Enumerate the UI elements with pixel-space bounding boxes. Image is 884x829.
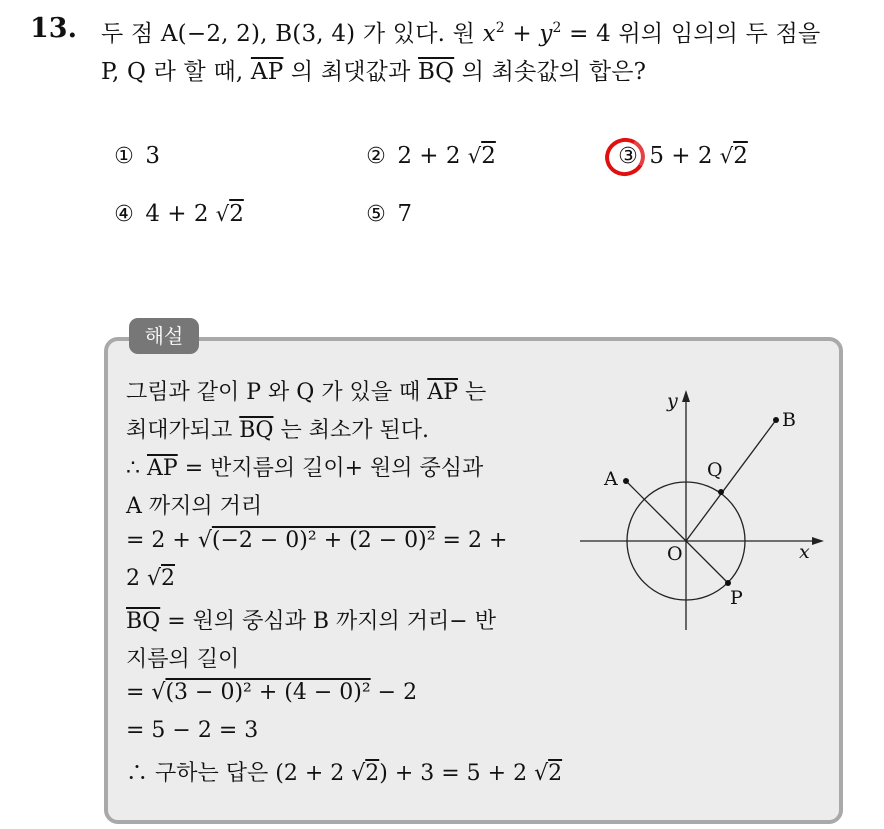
choice-2-mark: ②: [366, 144, 386, 169]
answer-circle-mark: [601, 133, 649, 180]
solution-line-10: = 5 − 2 = 3: [126, 718, 259, 743]
label-b: B: [782, 409, 796, 431]
choice-5[interactable]: [362, 201, 412, 227]
line-ap: [626, 481, 728, 583]
solution-line-4: A 까지의 거리: [126, 494, 263, 519]
label-a: A: [604, 468, 618, 490]
solution-line-9: = √(3 − 0)² + (4 − 0)² − 2: [126, 680, 418, 705]
point-a: [623, 478, 629, 484]
choice-5-text: 7: [397, 201, 412, 227]
choice-5-mark: ⑤: [366, 202, 386, 227]
solution-line-3: ∴ $\overline{AP}$ = 반지름의 길이+ 원의 중심과: [126, 456, 484, 481]
solution-line-11: ∴ 구하는 답은 (2 + 2 √2) + 3 = 5 + 2 √2: [126, 761, 563, 786]
origin-label: O: [667, 543, 683, 565]
point-b: [773, 417, 779, 423]
solution-line-5: = 2 + √(−2 − 0)² + (2 − 0)² = 2 +: [126, 528, 508, 553]
question-line-2: P, Q 라 할 때, $\overline{AP}$ 의 최댓값과 $\overline{BQ}$ 의 최솟값의 합은?: [101, 59, 647, 85]
choice-1-text: 3: [145, 143, 160, 169]
solution-line-7: $\overline{BQ}$ = 원의 중심과 B 까지의 거리− 반: [126, 609, 496, 634]
line-bq: [686, 420, 776, 541]
y-axis-arrow: [682, 390, 690, 402]
choice-1[interactable]: [110, 143, 160, 169]
choice-4-mark: ④: [114, 202, 134, 227]
label-p: P: [730, 587, 743, 609]
x-axis-arrow: [812, 537, 824, 545]
choice-2[interactable]: ② 2 + 2 √2: [362, 143, 496, 169]
solution-line-2: 최대가되고 $\overline{BQ}$ 는 최소가 된다.: [126, 418, 429, 443]
choice-3-mark: ③: [614, 144, 642, 169]
coordinate-graph: [570, 382, 830, 642]
y-axis-label: y: [667, 390, 678, 412]
label-q: Q: [707, 459, 723, 481]
choice-3-selected[interactable]: ③ 5 + 2 √2: [614, 143, 748, 169]
point-q: [718, 489, 724, 495]
choice-4[interactable]: ④ 4 + 2 √2: [110, 201, 244, 227]
solution-line-6: 2 √2: [126, 566, 176, 591]
point-p: [725, 580, 731, 586]
question-number: 13.: [30, 13, 77, 44]
x-axis-label: x: [799, 541, 810, 563]
solution-line-8: 지름의 길이: [126, 647, 240, 672]
question-line-1: 두 점 A(−2, 2), B(3, 4) 가 있다. 원 $x^2 + y^2 = 4$ 위의 임의의 두 점을: [101, 20, 821, 47]
choice-1-mark: ①: [114, 144, 134, 169]
solution-line-1: 그림과 같이 P 와 Q 가 있을 때 $\overline{AP}$ 는: [126, 380, 487, 405]
solution-tag: 해설: [129, 318, 199, 354]
